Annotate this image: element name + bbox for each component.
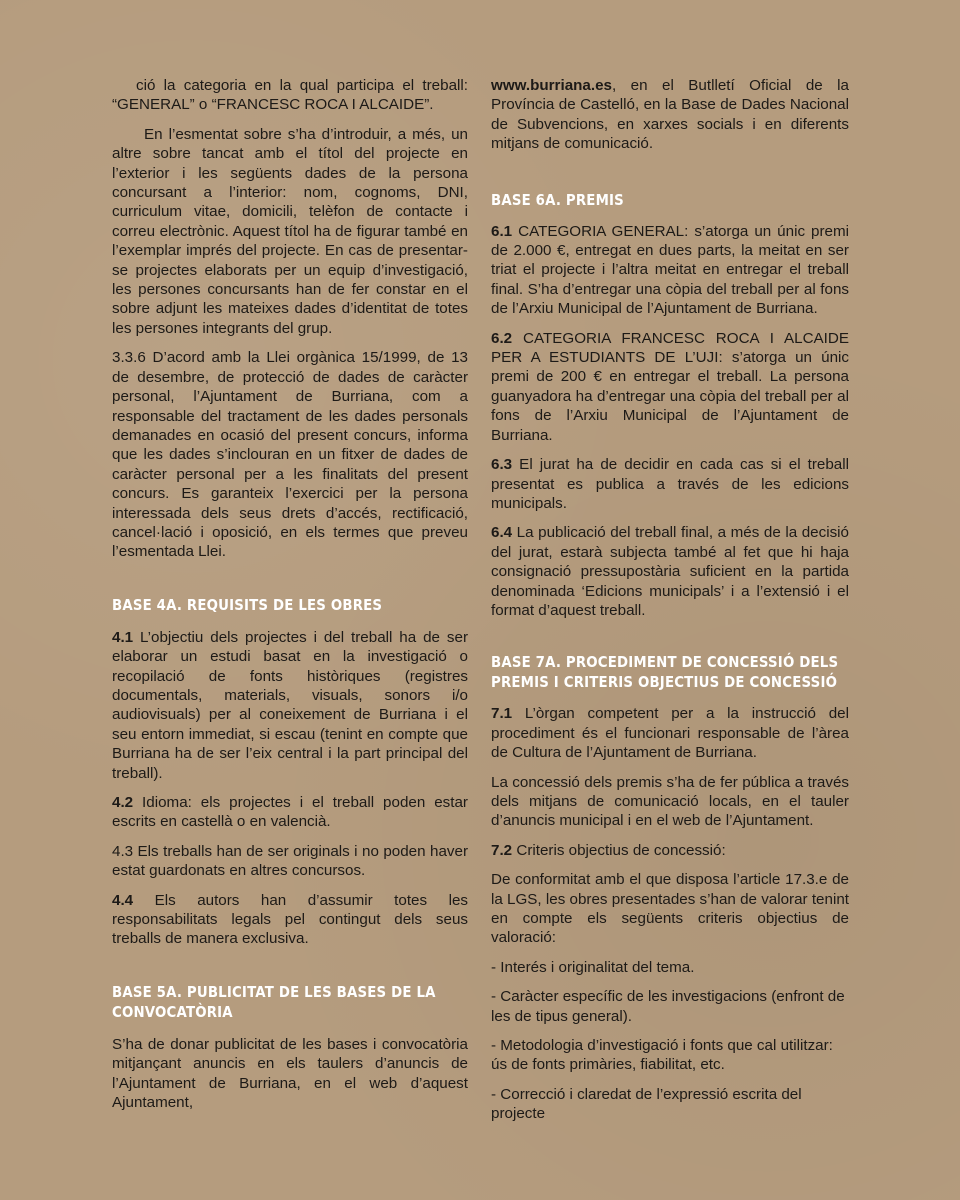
base-6-heading: BASE 6A. PREMIS [491,190,624,209]
clause-text: L’objectiu dels projectes i del treball ha de ser elaborar un estudi basat en la investigació o recopilació de fonts històriques (registres documentals, materials, visuals, sonors i/o audiovisuals) per al coneixement de Burriana i el seu entorn immediat, si escau (tenint en compte que Burriana ha de ser l’eix central i la part principal del treball). [112,628,468,782]
base-4-heading: BASE 4A. REQUISITS DE LES OBRES [112,595,383,614]
clause-number: 6.2 [491,329,513,347]
clause-number: 7.1 [491,705,513,723]
publicity-paragraph: S’ha de donar publicitat de les bases i convocatòria mitjançant anuncis en els taulers d’anuncis de l’Ajuntament de Burriana, en el web d’aquest Ajuntament, [112,1035,468,1112]
base-5-heading: BASE 5A. PUBLICITAT DE LES BASES DE LA CONVOCATÒRIA [112,982,436,1021]
lgs-paragraph: De conformitat amb el que disposa l’article 17.3.e de la LGS, les obres presentades s’han de valorar tenint en compte els següents criteris objectius de valoració: [491,871,849,947]
clause-7-1 [491,704,849,762]
criteria-item: - Metodologia d’investigació i fonts que cal utilitzar: ús de fonts primàries, fiabilitat, etc. [491,1037,833,1074]
clause-text: Els autors han d’assumir totes les responsabilitats legals pel contingut dels seus treballs de manera exclusiva. [112,891,468,948]
clause-text: Criteris objectius de concessió: [512,841,726,859]
continuation-text: , en el Butlletí Oficial de la Província de Castelló, en la Base de Dades Nacional de Subvencions, en xarxes socials i en diferents mitjans de comunicació. [491,77,849,153]
clause-4-2 [112,793,468,832]
base-7-heading: BASE 7A. PROCEDIMENT DE CONCESSIÓ DELS PREMIS I CRITERIS OBJECTIUS DE CONCESSIÓ [491,653,839,692]
clause-7-1-publication: La concessió dels premis s’ha de fer pública a través dels mitjans de comunicació locals, en el tauler d’anuncis municipal i en el web de l’Ajuntament. [491,773,849,830]
clause-text: CATEGORIA GENERAL: s’atorga un únic premi de 2.000 €, entregat en dues parts, la meitat en ser triat el projecte i l’altra meitat en entregar el treball final. S’ha d’entregar una còpia del treball per al fons de l’Arxiu Municipal de l’Ajuntament de Burriana. [491,222,849,318]
clause-6-1 [491,222,849,319]
clause-number: 6.4 [491,524,513,542]
clause-4-1 [112,628,468,783]
clause-6-4 [491,523,849,620]
clause-number: 6.1 [491,222,513,240]
clause-number: 4.1 [112,628,134,646]
clause-4-4 [112,891,468,949]
clause-6-3 [491,455,849,513]
clause-6-2 [491,329,849,445]
clause-number: 7.2 [491,841,513,859]
clause-number: 6.3 [491,456,513,474]
criteria-item: - Correcció i claredat de l’expressió escrita del projecte [491,1085,802,1123]
data-protection-paragraph: 3.3.6 D’acord amb la Llei orgànica 15/1999, de 13 de desembre, de protecció de dades de caràcter personal, l’Ajuntament de Burriana, com a responsable del tractament de les dades personals demanades en ocasió del present concurs, informa que les dades s’inclouran en un fitxer de dades de caràcter personal per a les finalitats del present concurs. Es garanteix l’exercici per la persona interessada dels seus drets d’accés, rectificació, cancel·lació i oposició, en els termes que preveu l’esmentada Llei. [112,349,468,561]
clause-number: 4.2 [112,794,134,811]
envelope-paragraph: En l’esmentat sobre s’ha d’introduir, a més, un altre sobre tancat amb el títol del projecte en l’exterior i les següents dades de la persona concursant a l’interior: nom, cognoms, DNI, curriculum vitae, domicili, telèfon de contacte i correu electrònic. Aquest títol ha de figurar també en l’exemplar imprés del projecte. En cas de presentar-se projectes elaborats per un equip d’investigació, les persones concursants han de fer constar en el sobre adjunt les mateixes dades d’identitat de totes les persones integrants del grup. [112,125,468,337]
criteria-item: - Interés i originalitat del tema. [491,958,695,976]
criteria-item: - Caràcter específic de les investigacions (enfront de les de tipus general). [491,988,845,1025]
clause-text: El jurat ha de decidir en cada cas si el treball presentat es publica a través de les edicions municipals. [491,456,849,512]
website-link[interactable]: www.burriana.es [491,77,612,94]
clause-text: L’òrgan competent per a la instrucció del procediment és el funcionari responsable de l’àrea de Cultura de l’Ajuntament de Burriana. [491,705,849,762]
clause-7-2 [491,841,849,860]
clause-text: Idioma: els projectes i el treball poden estar escrits en castellà o en valencià. [112,794,468,831]
clause-4-3: 4.3 Els treballs han de ser originals i no poden haver estat guardonats en altres concursos. [112,842,468,880]
clause-number: 4.4 [112,891,134,909]
right-column [491,76,849,1134]
left-column [112,76,468,1122]
clause-text: La publicació del treball final, a més de la decisió del jurat, estarà subjecta també al fet que hi haja consignació pressupostària suficient en la partida denominada ‘Edicions municipals’ i a l’extensió i el format d’aquest treball. [491,524,849,619]
intro-paragraph: ció la categoria en la qual participa el treball: “GENERAL” o “FRANCESC ROCA I ALCAIDE”. [112,77,468,114]
clause-text: CATEGORIA FRANCESC ROCA I ALCAIDE PER A ESTUDIANTS DE L’UJI: s’atorga un únic premi de 200 € en entregar el treball. La persona guanyadora ha d’entregar una còpia del treball per al fons de l’Arxiu Municipal de l’Ajuntament de Burriana. [491,329,849,444]
publicity-continuation [491,76,849,154]
